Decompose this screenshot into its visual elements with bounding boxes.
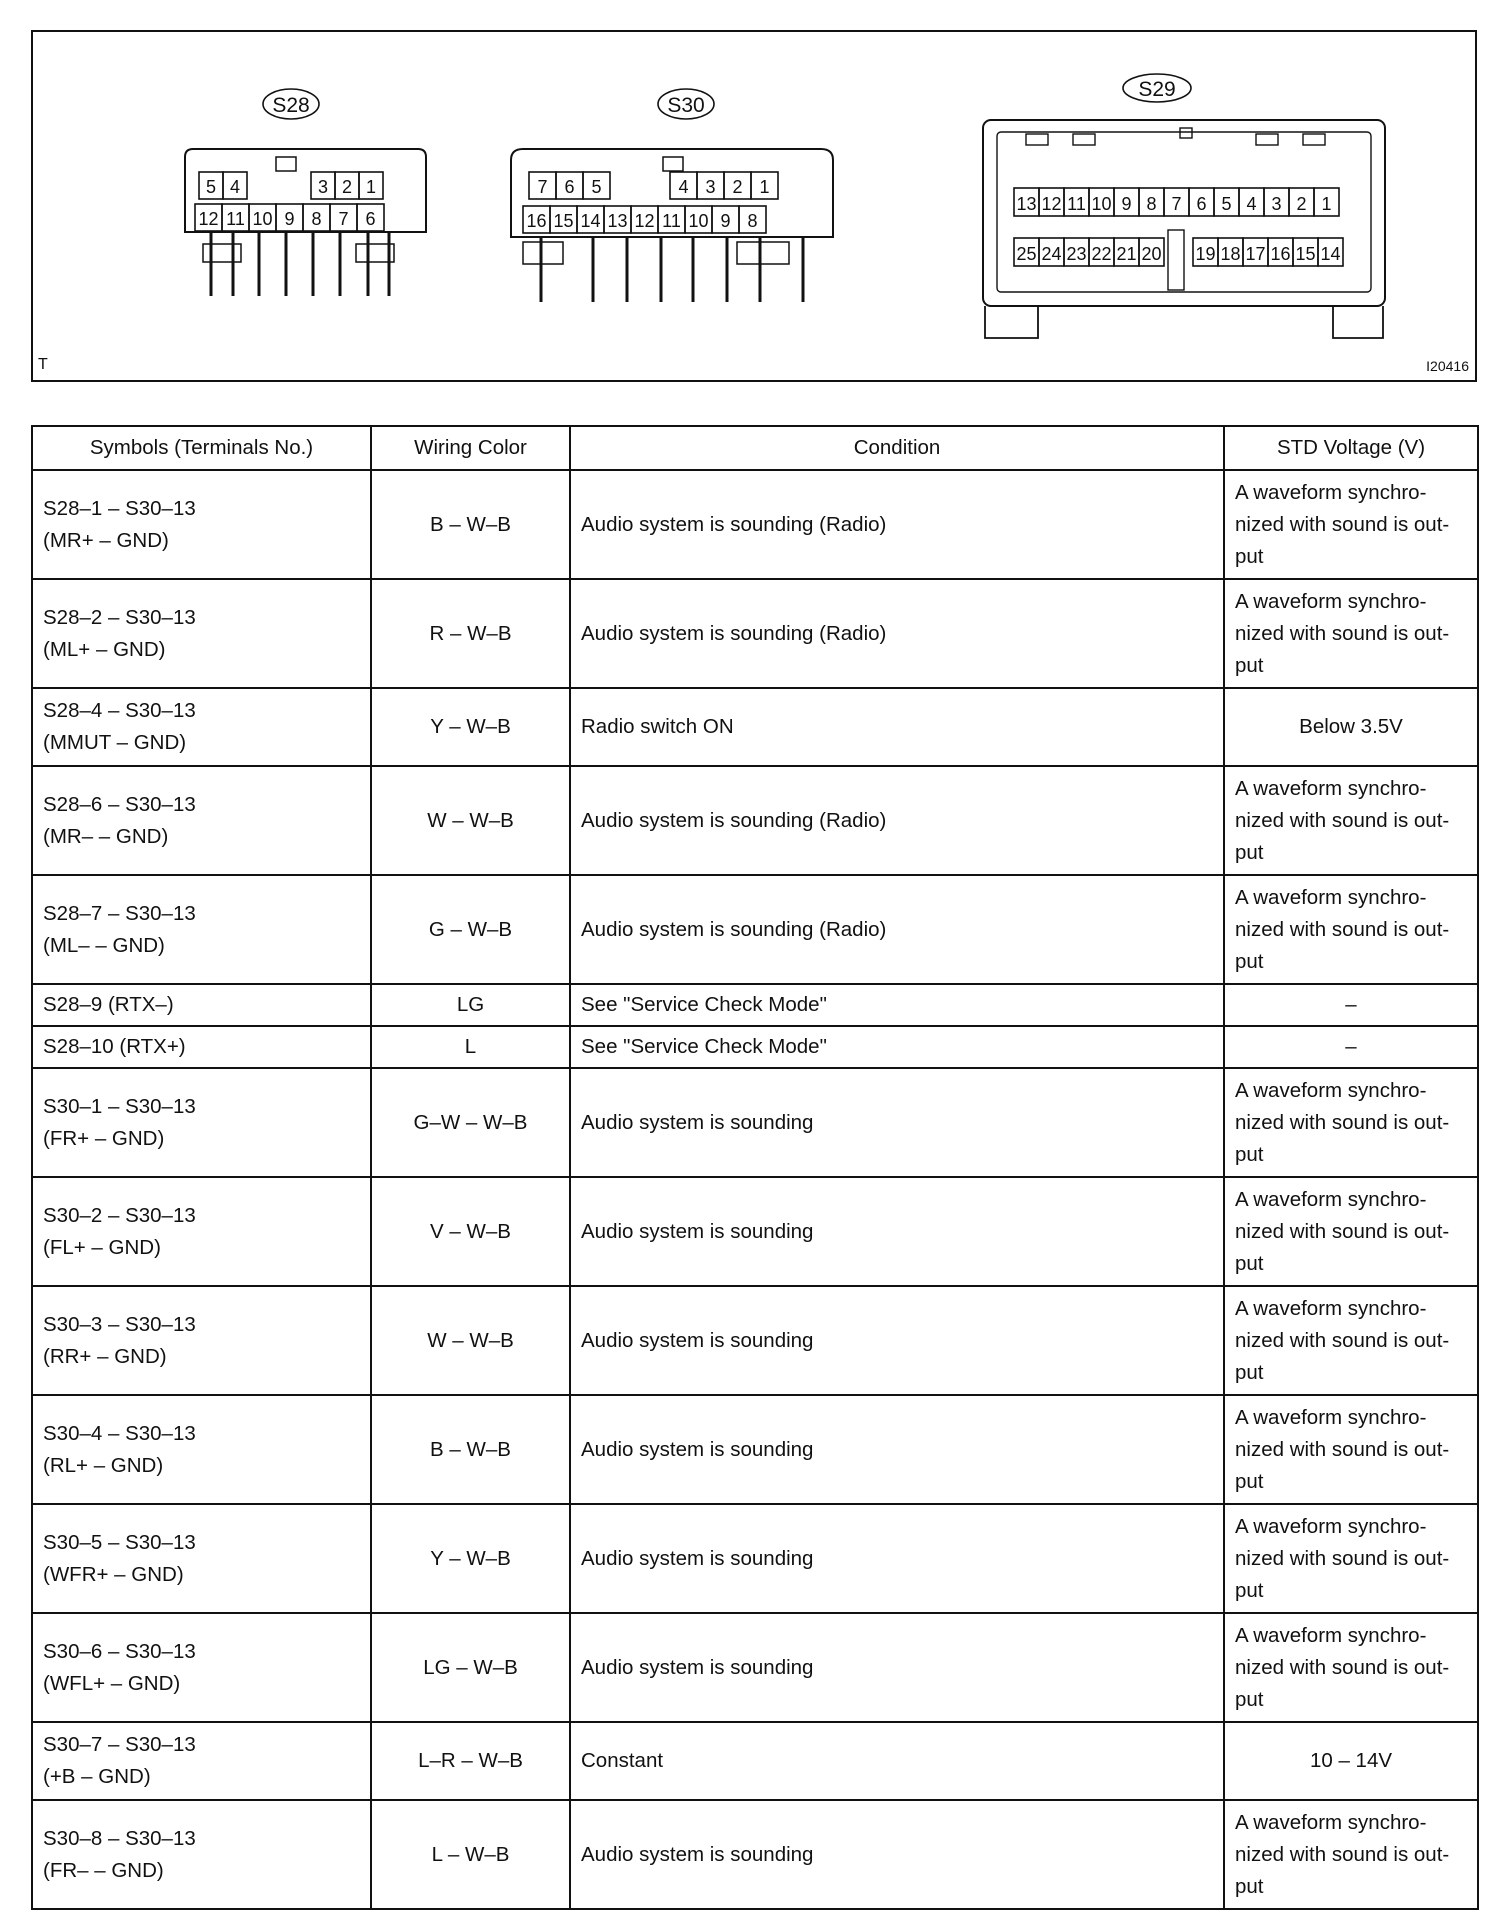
terminal-number: 12 <box>634 211 655 231</box>
symbol-cell <box>32 1504 371 1613</box>
symbol-line: S30–5 – S30–13 <box>43 1530 196 1554</box>
std-voltage-cell <box>1224 1722 1478 1800</box>
table-row <box>32 1177 1478 1286</box>
symbol-cell <box>32 1026 371 1068</box>
terminal-number: 7 <box>537 177 548 197</box>
terminal-number: 2 <box>732 177 743 197</box>
connector-diagram <box>31 30 1477 382</box>
table-row <box>32 984 1478 1026</box>
std-voltage-cell <box>1224 688 1478 766</box>
condition-cell: See "Service Check Mode" <box>570 984 1224 1026</box>
terminal-number: 9 <box>284 209 295 229</box>
voltage-line: put <box>1235 949 1264 973</box>
terminal-number: 4 <box>678 177 689 197</box>
voltage-value: – <box>1345 1035 1357 1058</box>
std-voltage-cell <box>1224 766 1478 875</box>
table-row <box>32 470 1478 579</box>
symbol-line: (MR+ – GND) <box>43 528 169 552</box>
table-row <box>32 766 1478 875</box>
symbol-line: (ML+ – GND) <box>43 637 166 661</box>
voltage-line: nized with sound is out- <box>1235 621 1450 645</box>
symbol-line: (RL+ – GND) <box>43 1453 164 1477</box>
condition-cell: Audio system is sounding (Radio) <box>570 470 1224 579</box>
connector-drawing <box>33 32 1479 384</box>
condition-cell: Audio system is sounding <box>570 1068 1224 1177</box>
foot <box>985 306 1038 338</box>
voltage-line: put <box>1235 1142 1264 1166</box>
terminal-number: 13 <box>1016 194 1037 214</box>
wiring-color-cell: B – W–B <box>371 1395 570 1504</box>
symbol-line: S28–7 – S30–13 <box>43 901 196 925</box>
terminal-number: 6 <box>564 177 575 197</box>
symbol-line: S30–2 – S30–13 <box>43 1203 196 1227</box>
symbol-line: (WFR+ – GND) <box>43 1562 184 1586</box>
symbol-cell <box>32 875 371 984</box>
table-row <box>32 1068 1478 1177</box>
terminal-number: 3 <box>705 177 716 197</box>
terminal-number: 5 <box>205 177 217 197</box>
terminal-number: 5 <box>591 177 602 197</box>
terminal-number: 4 <box>229 177 241 197</box>
foot <box>1333 306 1383 338</box>
symbol-cell <box>32 688 371 766</box>
key-slot <box>1180 128 1192 138</box>
symbol-line: S28–2 – S30–13 <box>43 605 196 629</box>
wiring-color-cell: Y – W–B <box>371 1504 570 1613</box>
terminal-number: 10 <box>1091 194 1112 214</box>
terminal-number: 3 <box>317 177 329 197</box>
connector-label-s28: S28 <box>272 94 310 117</box>
voltage-line: nized with sound is out- <box>1235 1219 1450 1243</box>
terminal-number: 2 <box>341 177 353 197</box>
wiring-color-cell: B – W–B <box>371 470 570 579</box>
latch <box>663 157 683 171</box>
std-voltage-cell <box>1224 984 1478 1026</box>
voltage-value: Below 3.5V <box>1299 715 1403 738</box>
std-voltage-cell <box>1224 1068 1478 1177</box>
mount-tab <box>203 244 241 262</box>
wiring-color-cell: L – W–B <box>371 1800 570 1909</box>
terminal-number: 12 <box>1041 194 1062 214</box>
condition-cell: Audio system is sounding (Radio) <box>570 875 1224 984</box>
std-voltage-cell <box>1224 875 1478 984</box>
symbol-line: (+B – GND) <box>43 1765 151 1788</box>
spec-table <box>31 425 1479 1910</box>
terminal-number: 8 <box>1146 194 1157 214</box>
symbol-cell <box>32 1395 371 1504</box>
symbol-line: S30–4 – S30–13 <box>43 1421 196 1445</box>
voltage-line: put <box>1235 653 1264 677</box>
terminal-number: 2 <box>1296 194 1307 214</box>
wiring-color-cell: LG <box>371 984 570 1026</box>
figure-id: I20416 <box>1426 358 1469 374</box>
voltage-line: A waveform synchro- <box>1235 1187 1427 1211</box>
wiring-color-cell: R – W–B <box>371 579 570 688</box>
corner-code: T <box>38 356 48 373</box>
terminal-number: 19 <box>1195 244 1216 264</box>
symbol-cell <box>32 1613 371 1722</box>
symbol-line: (FR+ – GND) <box>43 1126 165 1150</box>
voltage-line: put <box>1235 1469 1264 1493</box>
symbol-line: S28–6 – S30–13 <box>43 792 196 816</box>
terminal-number: 7 <box>1171 194 1182 214</box>
latch-slot <box>1256 134 1278 145</box>
header-row <box>32 426 1478 470</box>
symbol-line: (FR– – GND) <box>43 1858 164 1882</box>
voltage-line: put <box>1235 1874 1264 1898</box>
terminal-number: 22 <box>1091 244 1112 264</box>
symbol-line: (MR– – GND) <box>43 824 169 848</box>
header-wiring-color: Wiring Color <box>371 426 570 470</box>
voltage-line: nized with sound is out- <box>1235 1437 1450 1461</box>
header-condition: Condition <box>570 426 1224 470</box>
voltage-line: A waveform synchro- <box>1235 480 1427 504</box>
symbol-cell <box>32 1722 371 1800</box>
std-voltage-cell <box>1224 579 1478 688</box>
symbol-line: S28–10 (RTX+) <box>43 1035 186 1058</box>
voltage-line: nized with sound is out- <box>1235 512 1450 536</box>
terminal-number: 24 <box>1041 244 1062 264</box>
terminal-number: 3 <box>1271 194 1282 214</box>
terminal-number: 15 <box>1295 244 1316 264</box>
symbol-line: (RR+ – GND) <box>43 1344 167 1368</box>
voltage-line: A waveform synchro- <box>1235 885 1427 909</box>
symbol-cell <box>32 1286 371 1395</box>
wiring-color-cell: V – W–B <box>371 1177 570 1286</box>
voltage-line: put <box>1235 1360 1264 1384</box>
wiring-color-cell: L <box>371 1026 570 1068</box>
terminal-number: 11 <box>1067 194 1086 214</box>
wiring-color-cell: LG – W–B <box>371 1613 570 1722</box>
std-voltage-cell <box>1224 1504 1478 1613</box>
terminal-number: 10 <box>252 209 273 229</box>
terminal-number: 1 <box>759 177 770 197</box>
voltage-line: nized with sound is out- <box>1235 917 1450 941</box>
voltage-line: A waveform synchro- <box>1235 1296 1427 1320</box>
latch <box>276 157 296 171</box>
connector-body-s28 <box>185 149 426 232</box>
latch-slot <box>1026 134 1048 145</box>
symbol-line: S28–9 (RTX–) <box>43 993 174 1016</box>
latch-slot <box>1073 134 1095 145</box>
wiring-color-cell: W – W–B <box>371 1286 570 1395</box>
table-row <box>32 1286 1478 1395</box>
voltage-line: A waveform synchro- <box>1235 776 1427 800</box>
symbol-cell <box>32 766 371 875</box>
terminal-number: 5 <box>1221 194 1232 214</box>
terminal-number: 11 <box>226 209 245 229</box>
condition-cell: Audio system is sounding <box>570 1286 1224 1395</box>
symbol-cell <box>32 984 371 1026</box>
symbol-line: (MMUT – GND) <box>43 731 187 754</box>
terminal-number: 9 <box>720 211 731 231</box>
terminal-number: 20 <box>1141 244 1162 264</box>
connector-label-s29: S29 <box>1138 78 1176 101</box>
std-voltage-cell <box>1224 1026 1478 1068</box>
terminal-number: 16 <box>526 211 547 231</box>
table-row <box>32 1613 1478 1722</box>
terminal-number: 10 <box>688 211 709 231</box>
voltage-line: nized with sound is out- <box>1235 808 1450 832</box>
table-row <box>32 688 1478 766</box>
voltage-line: put <box>1235 1687 1264 1711</box>
terminal-number: 21 <box>1116 244 1137 264</box>
condition-cell: Audio system is sounding (Radio) <box>570 579 1224 688</box>
voltage-line: A waveform synchro- <box>1235 1810 1427 1834</box>
terminal-number: 25 <box>1016 244 1037 264</box>
symbol-line: S30–7 – S30–13 <box>43 1733 196 1756</box>
voltage-line: put <box>1235 544 1264 568</box>
symbol-line: S30–3 – S30–13 <box>43 1312 196 1336</box>
std-voltage-cell <box>1224 470 1478 579</box>
header-std-voltage: STD Voltage (V) <box>1224 426 1478 470</box>
terminal-number: 8 <box>311 209 322 229</box>
wiring-color-cell: Y – W–B <box>371 688 570 766</box>
voltage-line: nized with sound is out- <box>1235 1110 1450 1134</box>
symbol-cell <box>32 1177 371 1286</box>
symbol-cell <box>32 1068 371 1177</box>
terminal-number: 11 <box>662 211 681 231</box>
wiring-color-cell: G – W–B <box>371 875 570 984</box>
voltage-line: A waveform synchro- <box>1235 1405 1427 1429</box>
condition-cell: Audio system is sounding <box>570 1177 1224 1286</box>
header-symbols: Symbols (Terminals No.) <box>32 426 371 470</box>
terminal-number: 16 <box>1270 244 1291 264</box>
terminal-number: 6 <box>1196 194 1207 214</box>
voltage-line: put <box>1235 1578 1264 1602</box>
std-voltage-cell <box>1224 1395 1478 1504</box>
std-voltage-cell <box>1224 1177 1478 1286</box>
voltage-line: A waveform synchro- <box>1235 589 1427 613</box>
symbol-line: (FL+ – GND) <box>43 1235 161 1259</box>
table-row <box>32 875 1478 984</box>
mount-tab <box>523 242 563 264</box>
connector-label-s30: S30 <box>667 94 705 117</box>
terminal-number: 14 <box>1320 244 1341 264</box>
symbol-line: S28–4 – S30–13 <box>43 699 196 722</box>
voltage-line: nized with sound is out- <box>1235 1546 1450 1570</box>
condition-cell: Constant <box>570 1722 1224 1800</box>
table-row <box>32 1504 1478 1613</box>
voltage-value: 10 – 14V <box>1309 1749 1393 1772</box>
terminal-number: 15 <box>553 211 574 231</box>
terminal-number: 23 <box>1066 244 1087 264</box>
voltage-line: A waveform synchro- <box>1235 1514 1427 1538</box>
terminal-number: 18 <box>1220 244 1241 264</box>
terminal-number: 9 <box>1121 194 1132 214</box>
terminal-number: 8 <box>747 211 758 231</box>
table-row <box>32 1026 1478 1068</box>
voltage-line: nized with sound is out- <box>1235 1655 1450 1679</box>
terminal-number: 13 <box>607 211 628 231</box>
center-rib <box>1168 230 1184 290</box>
voltage-line: put <box>1235 840 1264 864</box>
std-voltage-cell <box>1224 1800 1478 1909</box>
terminal-number: 12 <box>198 209 219 229</box>
std-voltage-cell <box>1224 1286 1478 1395</box>
voltage-line: A waveform synchro- <box>1235 1623 1427 1647</box>
condition-cell: Radio switch ON <box>570 688 1224 766</box>
terminal-number: 14 <box>580 211 601 231</box>
symbol-line: S28–1 – S30–13 <box>43 496 196 520</box>
symbol-line: S30–1 – S30–13 <box>43 1094 196 1118</box>
symbol-line: S30–8 – S30–13 <box>43 1826 196 1850</box>
condition-cell: See "Service Check Mode" <box>570 1026 1224 1068</box>
terminal-number: 7 <box>338 209 349 229</box>
symbol-line: (WFL+ – GND) <box>43 1671 181 1695</box>
table-row <box>32 579 1478 688</box>
voltage-line: nized with sound is out- <box>1235 1328 1450 1352</box>
wiring-color-cell: G–W – W–B <box>371 1068 570 1177</box>
table-row <box>32 1395 1478 1504</box>
symbol-cell <box>32 579 371 688</box>
terminal-number: 1 <box>1321 194 1332 214</box>
terminal-number: 6 <box>365 209 376 229</box>
symbol-line: S30–6 – S30–13 <box>43 1639 196 1663</box>
condition-cell: Audio system is sounding (Radio) <box>570 766 1224 875</box>
condition-cell: Audio system is sounding <box>570 1504 1224 1613</box>
wiring-color-cell: W – W–B <box>371 766 570 875</box>
terminal-number: 4 <box>1246 194 1257 214</box>
voltage-line: A waveform synchro- <box>1235 1078 1427 1102</box>
symbol-cell <box>32 1800 371 1909</box>
condition-cell: Audio system is sounding <box>570 1800 1224 1909</box>
latch-slot <box>1303 134 1325 145</box>
terminal-number: 1 <box>365 177 377 197</box>
voltage-line: nized with sound is out- <box>1235 1842 1450 1866</box>
condition-cell: Audio system is sounding <box>570 1395 1224 1504</box>
voltage-line: put <box>1235 1251 1264 1275</box>
wiring-color-cell: L–R – W–B <box>371 1722 570 1800</box>
table-row <box>32 1722 1478 1800</box>
terminal-number: 17 <box>1245 244 1266 264</box>
std-voltage-cell <box>1224 1613 1478 1722</box>
table-row <box>32 1800 1478 1909</box>
condition-cell: Audio system is sounding <box>570 1613 1224 1722</box>
mount-tab <box>737 242 789 264</box>
symbol-line: (ML– – GND) <box>43 933 165 957</box>
voltage-value: – <box>1345 993 1357 1016</box>
symbol-cell <box>32 470 371 579</box>
